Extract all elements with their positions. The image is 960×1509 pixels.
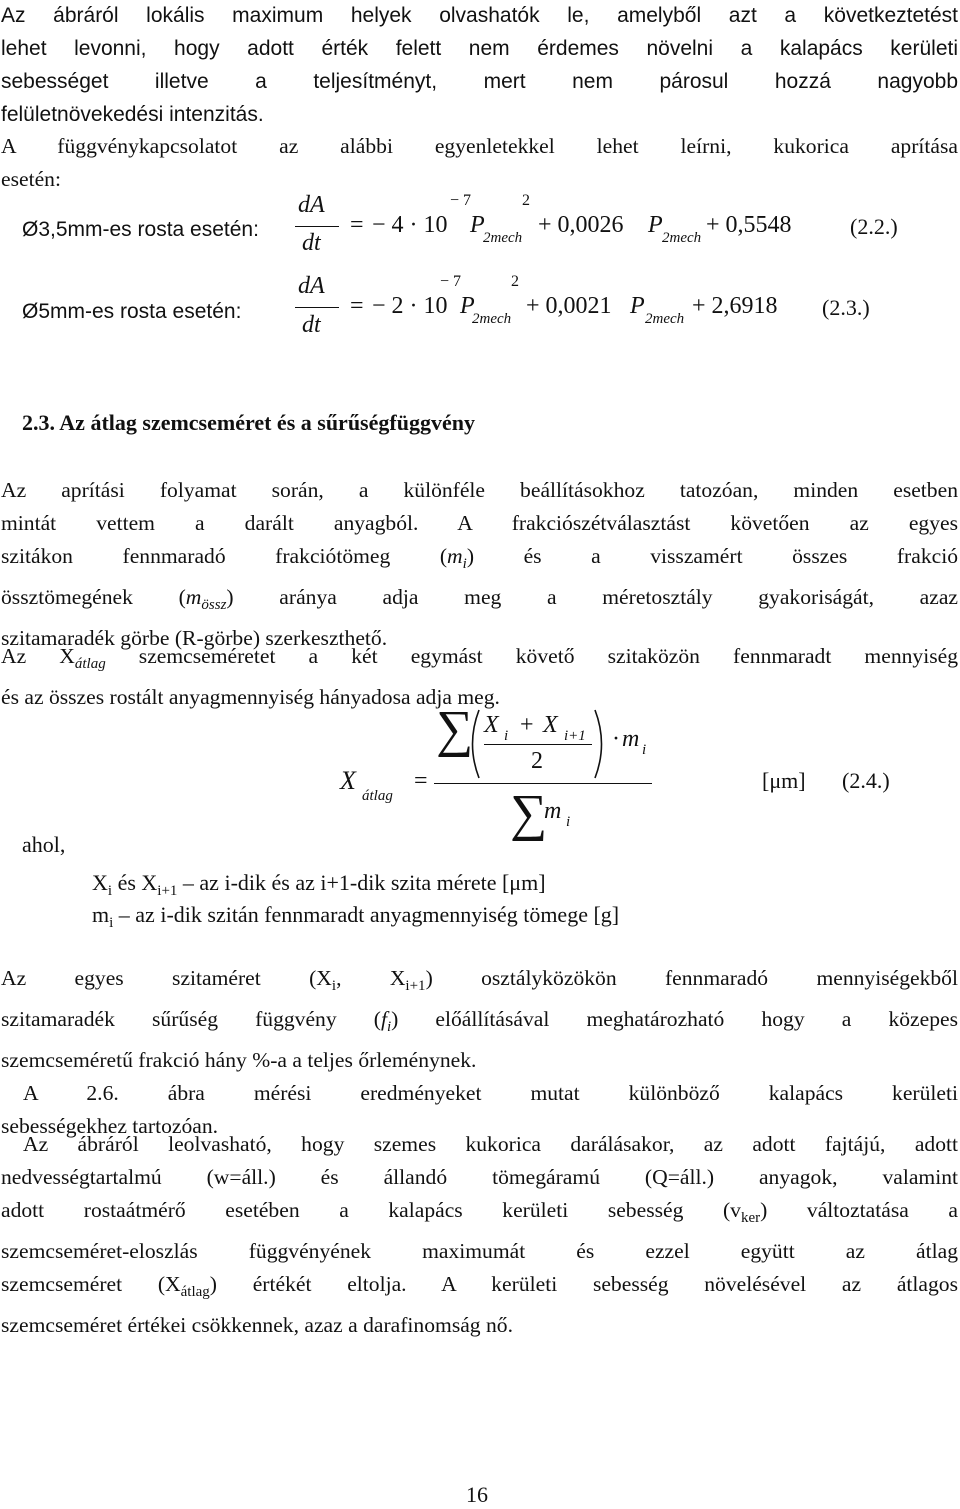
text-line: szemcseméret $(X_{átlag})$ értékét eltolja. A kerületi sebesség növelésével az átlagos [1, 1271, 958, 1300]
text-line: A függvénykapcsolatot az alábbi egyenletekkel lehet leírni, kukorica aprítása [1, 134, 958, 158]
coefficient: − 4 · 10 [372, 212, 448, 238]
fraction-bar [295, 226, 339, 227]
subscript: 2mech [483, 230, 523, 246]
equation-label: Ø5mm-es rosta esetén: [22, 300, 242, 323]
page-number: 16 [466, 1482, 488, 1507]
text-line: szitákon fennmaradó frakciótömeg $(m_i)$ és a visszamért összes frakció [1, 543, 958, 572]
subscript: 2mech [662, 230, 702, 246]
intro-paragraph [1, 0, 958, 132]
body-paragraph [1, 962, 958, 1143]
text-line: mintát vettem a darált anyagból. A frakciószétválasztást követően az egyes [1, 510, 958, 535]
section-heading: 2.3. Az átlag szemcseméret és a sűrűségfüggvény [22, 410, 475, 435]
equals-sign: = [350, 293, 364, 319]
equation-number: (2.3.) [822, 295, 870, 320]
body-paragraph [1, 1128, 958, 1341]
exponent: − 7 [440, 273, 462, 290]
text-line: Az $X_{átlag}$ szemcseméretet a két egymást követő szitaközön fennmaradt mennyiség [1, 644, 958, 672]
variable-m: m [622, 726, 640, 752]
text-line: szemcseméretű frakció hány %-a a teljes őrleménynek. [1, 1047, 477, 1072]
text-line: nedvességtartalmú (w=áll.) és állandó tömegáramú (Q=áll.) anyagok, valamint [1, 1164, 958, 1189]
variable-p: P [470, 212, 485, 238]
fraction-denominator: dt [302, 312, 321, 338]
left-paren-icon [464, 708, 482, 780]
text-line: szemcseméret-eloszlás függvényének maximumát és ezzel együtt az átlag [1, 1238, 958, 1263]
exponent: − 7 [450, 192, 472, 209]
function-intro-paragraph [1, 130, 958, 196]
unit: [μm] [762, 768, 806, 793]
fraction-bar [484, 744, 592, 745]
subscript: 2mech [645, 311, 685, 327]
ahol-label: ahol, [22, 832, 66, 857]
equals-sign: = [350, 212, 364, 238]
term: + 0,5548 [706, 212, 792, 238]
text-line: lehet levonni, hogy adott érték felett nem érdemes növelni a kalapács kerületi [1, 36, 958, 60]
text-line: esetén: [1, 166, 61, 191]
text-line: Az egyes szitaméret ($X_i$, $X_{i+1}$) osztályközökön fennmaradó mennyiségekből [1, 966, 958, 994]
subscript: átlag [362, 788, 393, 804]
body-paragraph [1, 640, 958, 714]
fraction-bar [295, 307, 339, 308]
equals-sign: = [414, 768, 428, 794]
subscript: i [566, 814, 571, 830]
x-atlag: X [340, 766, 356, 795]
text-line: Az aprítási folyamat során, a különféle beállításokhoz tatozóan, minden esetben [1, 478, 958, 502]
variable-x: X [484, 712, 499, 738]
plus-sign: + [520, 712, 534, 738]
dot-operator: · [612, 726, 620, 752]
text-line: felületnövekedési intenzitás. [1, 102, 264, 126]
text-line: Az ábráról leolvasható, hogy szemes kukorica darálásakor, az adott fajtájú, adott [23, 1132, 958, 1156]
subscript: i [642, 742, 647, 758]
text-line: és az összes rostált anyagmennyiség hányadosa adja meg. [1, 684, 500, 709]
text-line: A 2.6. ábra mérési eredményeket mutat különböző kalapács kerületi [23, 1080, 958, 1105]
superscript: 2 [511, 273, 519, 290]
fraction-numerator: dA [298, 273, 325, 299]
text-line: sebességekhez tartozóan. [1, 1113, 219, 1138]
text-line: össztömegének $(m_{össz})$ aránya adja meg a méretosztály gyakoriságát, azaz [1, 584, 958, 613]
variable-p: P [648, 212, 663, 238]
sum-icon: ∑ [436, 701, 474, 758]
variable-m: m [544, 798, 562, 824]
body-paragraph [1, 474, 958, 655]
subscript: 2mech [472, 311, 512, 327]
subscript: i [504, 728, 509, 744]
text-line: Az ábráról lokális maximum helyek olvashatók le, amelyből azt a következtetést [1, 4, 958, 27]
definition-xi: $X_i$ és $X_{i+1}$ – az i-dik és az i+1-dik szita mérete [μm] [92, 870, 546, 899]
sum-icon: ∑ [510, 785, 548, 842]
variable-p: P [630, 293, 645, 319]
term: + 2,6918 [692, 293, 778, 319]
term: + 0,0026 [538, 212, 624, 238]
equation-number: (2.4.) [842, 768, 890, 793]
fraction-denominator: dt [302, 230, 321, 256]
subscript: i+1 [564, 728, 586, 744]
right-paren-icon [592, 708, 610, 780]
definition-mi: $m_i$ – az i-dik szitán fennmaradt anyagmennyiség tömege [g] [92, 902, 620, 931]
text-line: adott rostaátmérő esetében a kalapács kerületi sebesség $(v_{ker})$ változtatása a [1, 1197, 958, 1226]
equation-number: (2.2.) [850, 214, 898, 239]
term: + 0,0021 [526, 293, 612, 319]
number-two: 2 [531, 748, 543, 774]
variable-x: X [543, 712, 558, 738]
text-line: szitamaradék sűrűség függvény $(f_i)$ előállításával meghatározható hogy a közepes [1, 1006, 958, 1035]
text-line: szitamaradék görbe (R-görbe) szerkeszthető. [1, 625, 388, 650]
coefficient: − 2 · 10 [372, 293, 448, 319]
text-line: szemcseméret értékei csökkennek, azaz a darafinomság nő. [1, 1312, 513, 1337]
variable-p: P [460, 293, 475, 319]
superscript: 2 [522, 192, 530, 209]
equation-label: Ø3,5mm-es rosta esetén: [22, 218, 259, 241]
fraction-numerator: dA [298, 192, 325, 218]
text-line: sebességet illetve a teljesítményt, mert nem párosul hozzá nagyobb [1, 69, 958, 93]
